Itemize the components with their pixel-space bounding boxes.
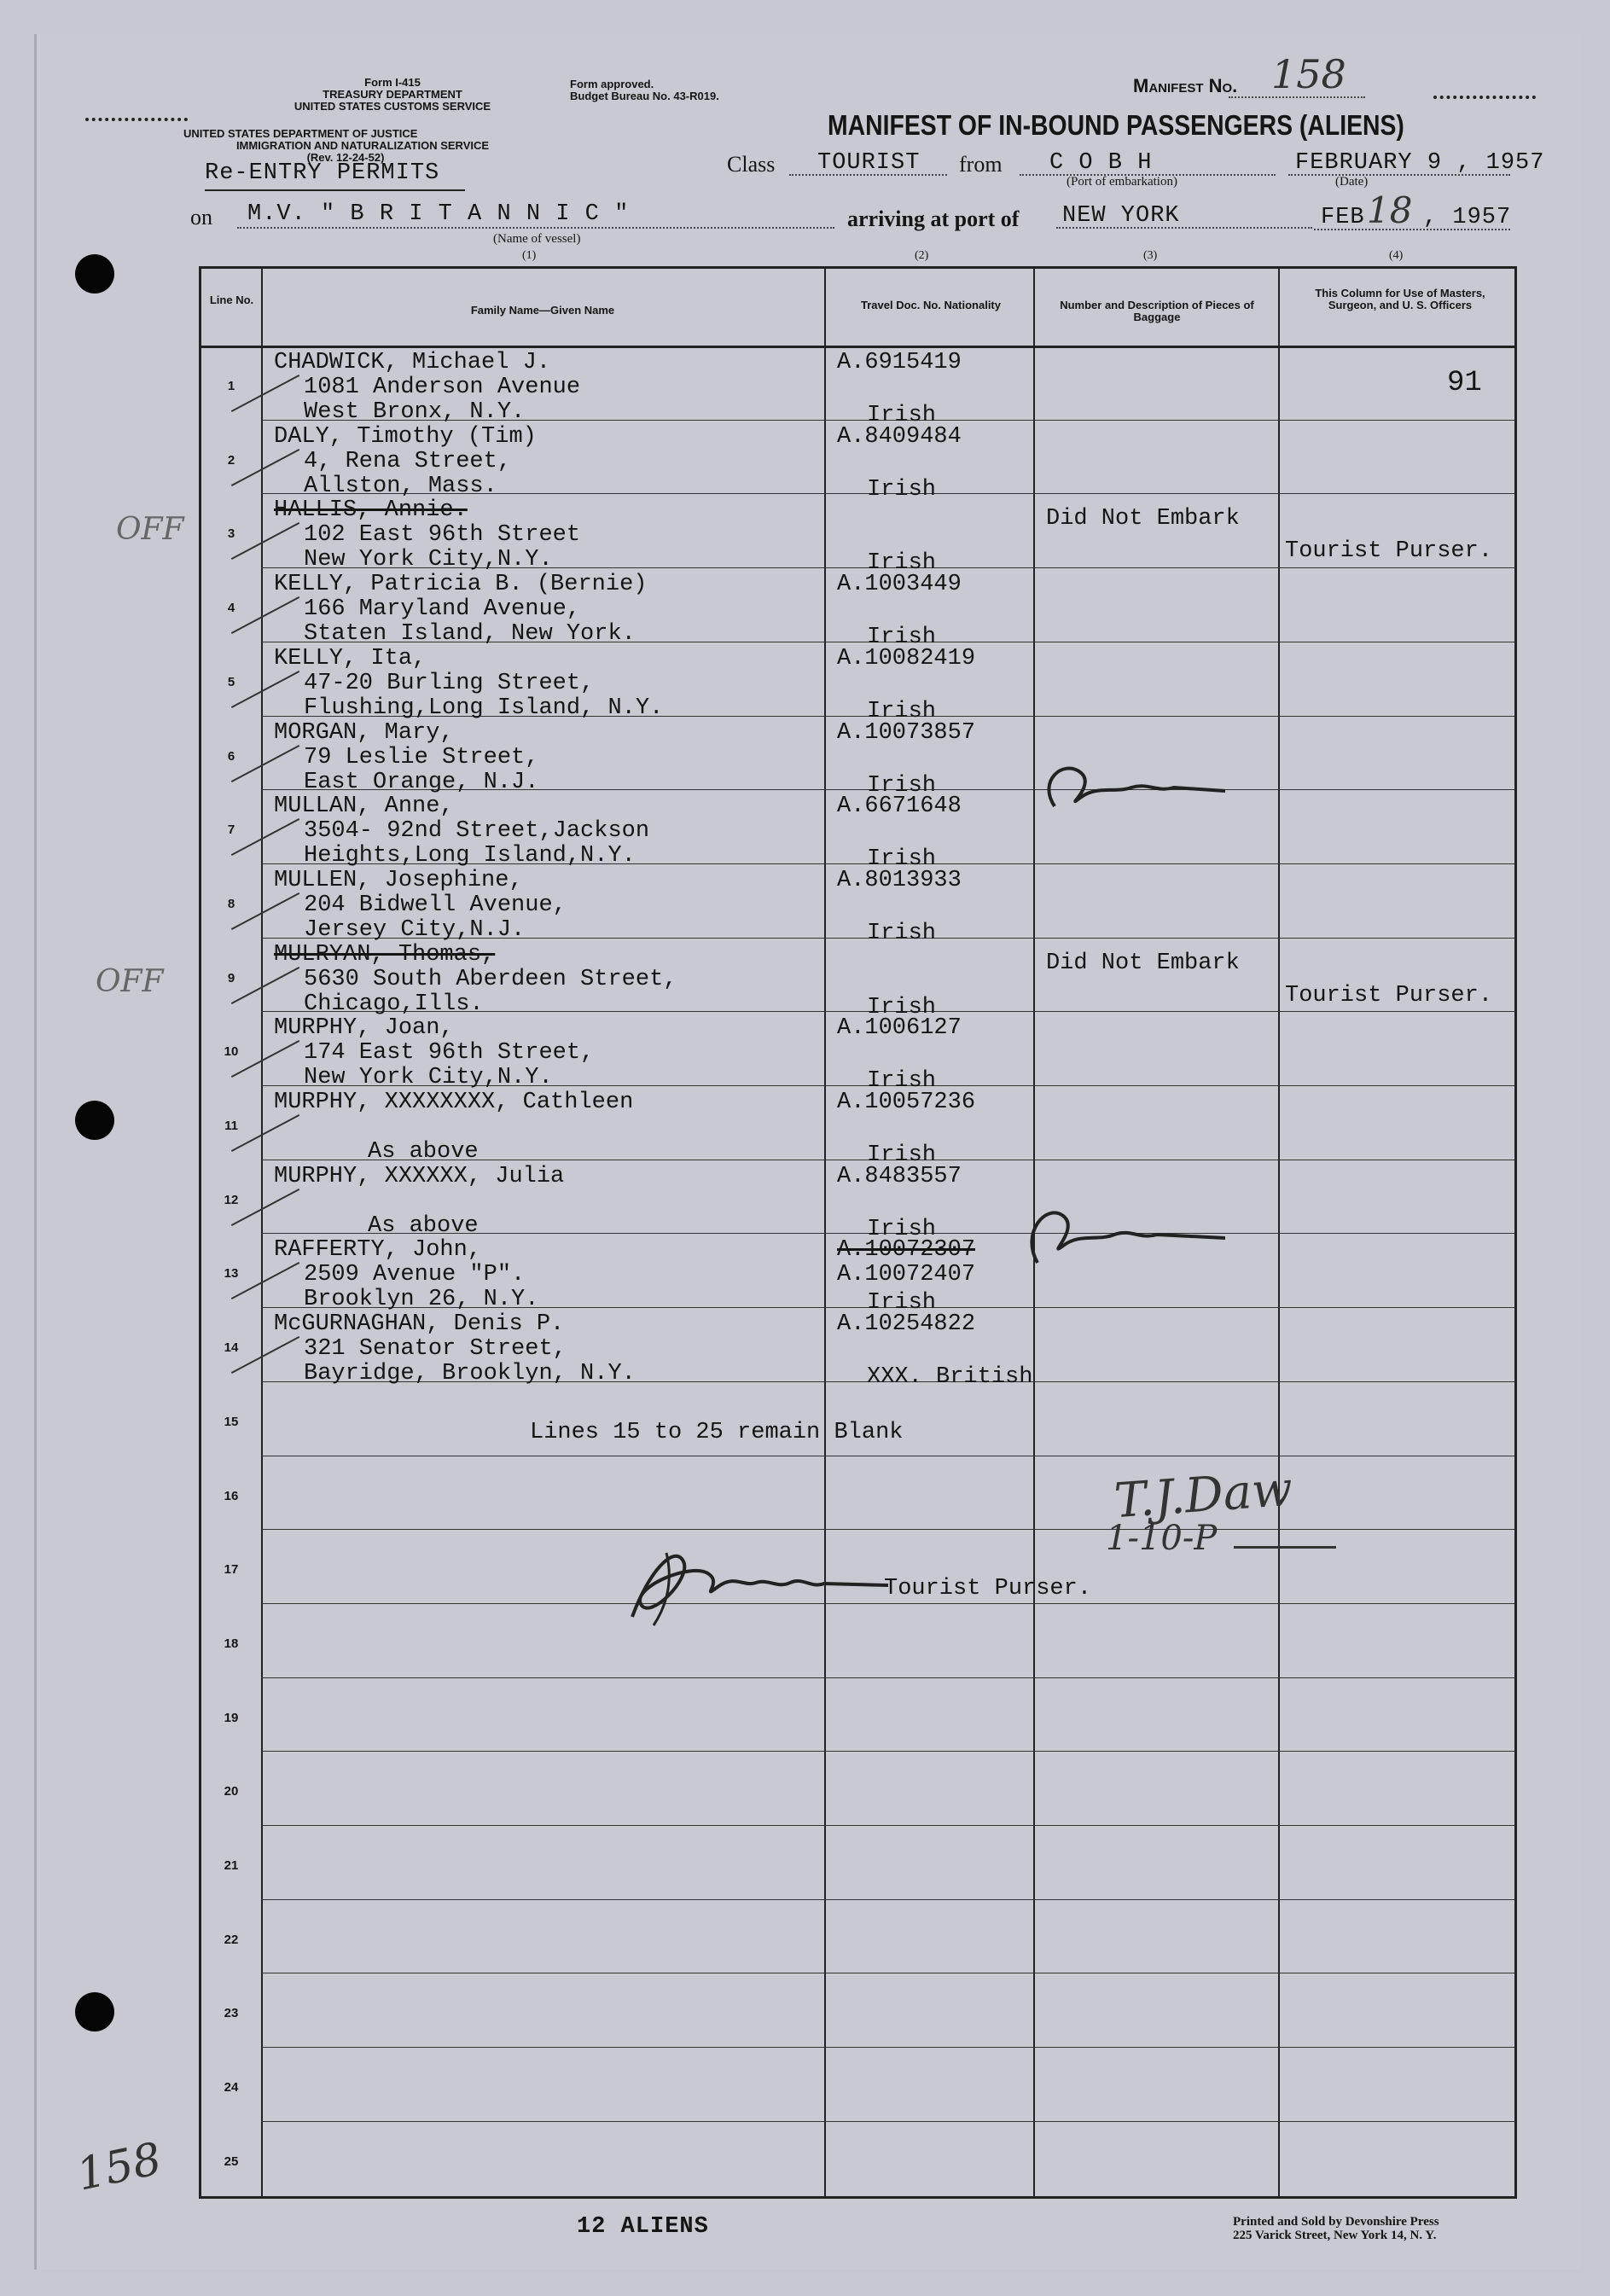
row-divider <box>261 1899 1514 1900</box>
passenger-name: KELLY, Patricia B. (Bernie) <box>274 572 648 598</box>
header-line-no: Line No. <box>209 294 254 306</box>
arrival-dotline <box>1056 227 1312 229</box>
baggage-note: Did Not Embark <box>1046 506 1240 532</box>
printer-line-2: 225 Varick Street, New York 14, N. Y. <box>1233 2229 1437 2242</box>
class-label: Class <box>727 152 776 177</box>
line-number: 12 <box>224 1192 239 1207</box>
line-number: 4 <box>227 601 235 616</box>
nationality: Irish <box>867 550 937 577</box>
passenger-address: 3504- 92nd Street,Jackson <box>304 818 650 845</box>
class-value: TOURIST <box>817 150 921 176</box>
manifest-dotline <box>1229 96 1365 98</box>
nationality: Irish <box>867 846 937 873</box>
form-ins: IMMIGRATION AND NATURALIZATION SERVICE <box>235 139 490 152</box>
officer-note: Tourist Purser. <box>1285 538 1493 565</box>
column-caption-1: (1) <box>522 249 537 262</box>
passenger-name: KELLY, Ita, <box>274 645 427 671</box>
form-number: Form I-415 <box>364 76 421 89</box>
header-officers: This Column for Use of Masters, Surgeon, and U. S. Officers <box>1315 287 1485 311</box>
manifest-number: 158 <box>1271 51 1346 97</box>
nationality: Irish <box>867 403 937 428</box>
nationality: XXX. British <box>867 1364 1033 1391</box>
row-divider <box>261 2047 1514 2048</box>
from-label: from <box>959 152 1003 177</box>
baggage-note: Did Not Embark <box>1046 950 1240 976</box>
line-number: 8 <box>227 896 235 911</box>
passenger-address: As above <box>368 1212 479 1239</box>
line-number: 9 <box>227 970 235 985</box>
header-family-name: Family Name—Given Name <box>470 304 615 317</box>
line-number: 1 <box>227 379 235 393</box>
passenger-address: 321 Senator Street, <box>304 1336 567 1363</box>
departure-date: FEBRUARY 9 , 1957 <box>1295 150 1545 176</box>
reentry-permits: Re-ENTRY PERMITS <box>205 160 440 186</box>
printer-line-1: Printed and Sold by Devonshire Press <box>1233 2215 1439 2229</box>
officer-date-mark: 1-10-P <box>1106 1519 1218 1558</box>
vessel-name: M.V. " B R I T A N N I C " <box>247 201 630 227</box>
line-number: 15 <box>224 1414 239 1429</box>
line-number: 25 <box>224 2154 239 2169</box>
passenger-address: Bayridge, Brooklyn, N.Y. <box>304 1361 636 1387</box>
margin-off-note: OFF <box>116 512 184 547</box>
passenger-address: 5630 South Aberdeen Street, <box>304 966 677 992</box>
arrival-month: FEB <box>1321 205 1365 230</box>
margin-page-number: 158 <box>72 2133 166 2201</box>
line-number: 5 <box>227 674 235 689</box>
passenger-address: New York City,N.Y. <box>304 547 553 573</box>
passenger-name: HALLIS, Annie. <box>274 497 468 524</box>
punch-hole <box>75 254 114 294</box>
passenger-address: 4, Rena Street, <box>304 448 512 474</box>
travel-doc-number: A.8483557 <box>837 1163 962 1189</box>
travel-doc-number: A.8409484 <box>837 423 962 450</box>
passenger-address: Chicago,Ills. <box>304 991 484 1017</box>
passenger-name: RAFFERTY, John, <box>274 1237 482 1264</box>
arriving-label: arriving at port of <box>847 206 1020 231</box>
passenger-address: 2509 Avenue "P". <box>304 1262 526 1288</box>
line-number: 24 <box>224 2080 239 2095</box>
line-number: 11 <box>224 1119 238 1133</box>
arrival-year: , 1957 <box>1423 205 1512 230</box>
on-label: on <box>190 205 212 230</box>
nationality: Irish <box>867 476 937 503</box>
line-number: 13 <box>224 1266 239 1282</box>
travel-doc-number: A.1003449 <box>837 572 962 598</box>
passenger-address: 1081 Anderson Avenue <box>304 375 581 400</box>
port-caption: (Port of embarkation) <box>1067 175 1177 189</box>
column-caption-3: (3) <box>1143 249 1158 262</box>
passenger-address: 166 Maryland Avenue, <box>304 596 581 623</box>
line-number: 19 <box>224 1710 239 1725</box>
column-caption-2: (2) <box>915 249 929 262</box>
nationality: Irish <box>867 625 937 651</box>
form-justice: UNITED STATES DEPARTMENT OF JUSTICE <box>183 127 418 140</box>
nationality: Irish <box>867 698 937 724</box>
passenger-address: East Orange, N.J. <box>304 769 539 795</box>
purser-signature-row9 <box>1003 1199 1225 1267</box>
form-service: UNITED STATES CUSTOMS SERVICE <box>294 100 491 113</box>
date-dotline <box>1288 174 1510 176</box>
header-baggage: Number and Description of Pieces of Baggage <box>1060 299 1254 323</box>
line-number: 16 <box>224 1488 239 1503</box>
travel-doc-number: A.10082419 <box>837 645 976 671</box>
row-divider <box>261 1751 1514 1752</box>
line-number: 20 <box>224 1784 239 1799</box>
passenger-address: 102 East 96th Street <box>304 522 581 549</box>
officer-note: Tourist Purser. <box>1285 982 1493 1008</box>
passenger-name: MULLAN, Anne, <box>274 793 454 820</box>
line-number: 21 <box>224 1858 239 1873</box>
class-dotline <box>789 174 947 176</box>
line-number: 2 <box>227 452 235 468</box>
line-number: 17 <box>224 1562 239 1578</box>
nationality: Irish <box>867 1142 937 1168</box>
passenger-address: Heights,Long Island,N.Y. <box>304 843 636 869</box>
manifest-title: MANIFEST OF IN-BOUND PASSENGERS (ALIENS) <box>828 109 1404 141</box>
passenger-address: Flushing,Long Island, N.Y. <box>304 695 664 721</box>
line-number: 14 <box>224 1340 239 1356</box>
travel-doc-number: A.6671648 <box>837 793 962 820</box>
budget-bureau: Budget Bureau No. 43-R019. <box>570 90 719 102</box>
purser-signature <box>615 1536 888 1630</box>
punch-hole <box>75 1992 114 2032</box>
officer-note: 91 <box>1447 367 1482 399</box>
officer-signature-tail <box>1234 1546 1336 1549</box>
passenger-address: 47-20 Burling Street, <box>304 670 595 696</box>
travel-doc-number: A.10073857 <box>837 719 976 746</box>
line-number: 3 <box>227 526 235 542</box>
purser-signature-row3 <box>1029 755 1225 815</box>
row-divider <box>261 2121 1514 2122</box>
passenger-name: DALY, Timothy (Tim) <box>274 423 537 450</box>
purser-label: Tourist Purser. <box>884 1576 1092 1601</box>
line-number: 10 <box>224 1044 239 1060</box>
line-number: 18 <box>224 1636 239 1651</box>
manifest-label: Manifest No. <box>1133 75 1238 96</box>
passenger-address: Brooklyn 26, N.Y. <box>304 1287 539 1313</box>
column-caption-4: (4) <box>1389 249 1404 262</box>
line-number: 7 <box>227 822 235 838</box>
passenger-address: 174 East 96th Street, <box>304 1040 595 1067</box>
passenger-address: New York City,N.Y. <box>304 1065 553 1091</box>
passenger-name: CHADWICK, Michael J. <box>274 350 551 375</box>
passenger-address: Jersey City,N.J. <box>304 916 526 943</box>
travel-doc-number: A.8013933 <box>837 867 962 893</box>
nationality: Irish <box>867 1216 937 1242</box>
form-approved: Form approved. <box>570 78 654 90</box>
margin-off-note: OFF <box>96 964 164 999</box>
passenger-name: MULRYAN, Thomas, <box>274 941 496 968</box>
row-divider <box>261 1529 1514 1530</box>
nationality: Irish <box>867 1068 937 1095</box>
vessel-dotline <box>237 227 834 229</box>
blank-lines-note: Lines 15 to 25 remain Blank <box>530 1420 904 1445</box>
port-of-embarkation: C O B H <box>1049 150 1153 176</box>
passenger-address: As above <box>368 1139 479 1165</box>
row-divider <box>261 1677 1514 1678</box>
passenger-address: Staten Island, New York. <box>304 621 636 648</box>
arrival-date-dotline <box>1314 229 1510 230</box>
header-travel-doc: Travel Doc. No. Nationality <box>861 299 1001 311</box>
passenger-address: 204 Bidwell Avenue, <box>304 892 567 918</box>
travel-doc-number: A.10254822 <box>837 1311 976 1338</box>
line-number: 23 <box>224 2006 239 2021</box>
vessel-caption: (Name of vessel) <box>493 232 581 246</box>
travel-doc-number: A.10072407 <box>837 1262 976 1288</box>
travel-doc-number: A.10072307 <box>837 1237 976 1264</box>
nationality: Irish <box>867 1290 937 1317</box>
officer-signature: T.J.Daw <box>1112 1461 1295 1530</box>
manifest-table <box>199 266 1517 2199</box>
date-caption: (Date) <box>1335 175 1369 189</box>
punch-hole <box>75 1101 114 1140</box>
passenger-address: West Bronx, N.Y. <box>304 399 526 425</box>
header-divider <box>201 346 1514 348</box>
passenger-address: Allston, Mass. <box>304 473 497 499</box>
arrival-port: NEW YORK <box>1062 203 1180 229</box>
passenger-name: MULLEN, Josephine, <box>274 867 523 893</box>
travel-doc-number: A.10057236 <box>837 1090 976 1115</box>
nationality: Irish <box>867 920 937 946</box>
passenger-name: McGURNAGHAN, Denis P. <box>274 1311 565 1338</box>
reentry-underline <box>205 189 465 191</box>
nationality: Irish <box>867 994 937 1020</box>
corner-dash-mark <box>1433 96 1536 99</box>
passenger-name: MURPHY, Joan, <box>274 1015 454 1042</box>
passenger-name: MURPHY, XXXXXXXX, Cathleen <box>274 1090 634 1115</box>
margin-dash-mark <box>85 118 188 121</box>
row-divider <box>261 1825 1514 1826</box>
nationality: Irish <box>867 772 937 799</box>
arrival-day: 18 <box>1367 189 1413 231</box>
travel-doc-number: A.1006127 <box>837 1015 962 1042</box>
total-aliens: 12 ALIENS <box>577 2214 709 2240</box>
form-revision: (Rev. 12-24-52) <box>306 151 385 164</box>
form-department: TREASURY DEPARTMENT <box>323 88 462 101</box>
line-number: 6 <box>227 748 235 764</box>
passenger-address: 79 Leslie Street, <box>304 744 539 770</box>
passenger-name: MURPHY, XXXXXX, Julia <box>274 1163 565 1189</box>
line-number: 22 <box>224 1932 239 1947</box>
travel-doc-number: A.6915419 <box>837 350 962 375</box>
passenger-name: MORGAN, Mary, <box>274 719 454 746</box>
